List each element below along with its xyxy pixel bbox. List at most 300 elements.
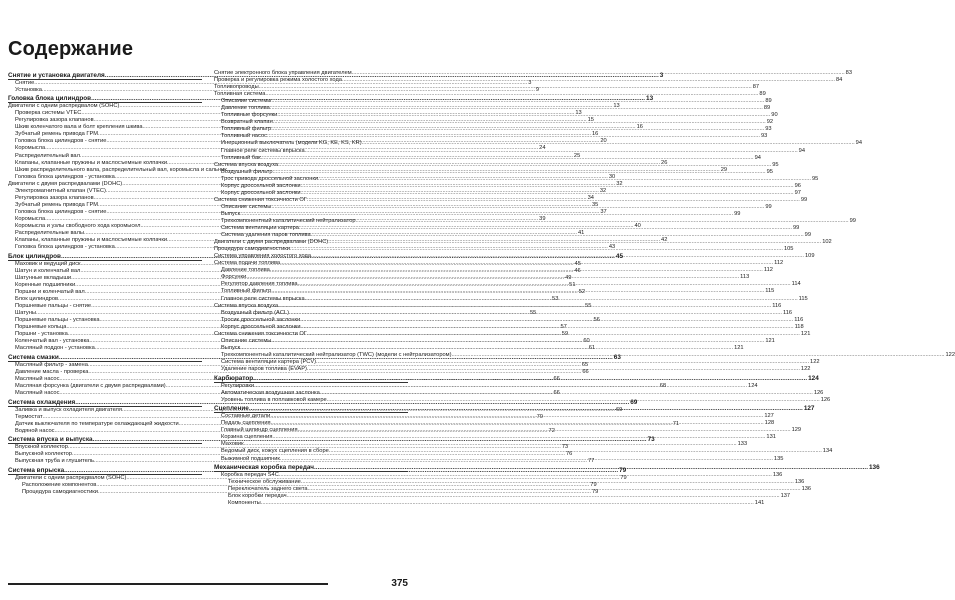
toc-entry-title: Педаль сцепления [221,420,271,427]
toc-leader-dots [327,397,820,404]
toc-leader-dots [316,359,809,366]
toc-page-number: 136 [794,479,805,486]
toc-entry-title: Топливная система [214,91,266,98]
toc-leader-dots [280,456,773,463]
toc-leader-dots [311,253,804,260]
toc-page-number: 32 [599,187,607,194]
toc-entry-title: Двигатели с одним распредвалом (SOHC) [8,103,120,110]
toc-page-number: 122 [800,365,811,372]
toc-page-number: 84 [835,77,843,84]
toc-entry-title: Шатуны [15,310,36,317]
toc-page-number: 95 [766,168,773,175]
toc-leader-dots [307,331,800,338]
toc-page-number: 116 [783,309,793,316]
toc-page-number: 99 [800,196,808,203]
toc-page-number: 93 [765,126,772,133]
toc-entry-title: Впускной коллектор [15,444,68,451]
toc-page-number: 52 [578,288,586,295]
toc-page-number: 124 [748,382,758,389]
toc-entry-title: Система снижения токсичности ОГ [214,196,307,203]
toc-entry-title: Распределительные валы [15,230,84,237]
toc-entry-title: Регулировка зазора клапанов [15,194,94,201]
toc-page-number: 116 [794,316,804,323]
toc-entry-title: Коренные подшипники [15,281,76,288]
toc-leader-dots [451,352,944,359]
toc-page-number: 56 [593,317,600,324]
toc-entry-title: Поршневые пальцы - снятие [15,303,92,309]
toc-entry-title: Блок цилиндров [8,252,61,260]
toc-entry [214,77,843,84]
toc-entry-title: Шатун и коленчатый вал [15,267,81,274]
toc-entry-title: Поршневые пальцы - установка [15,317,100,324]
toc-page-number: 118 [794,323,804,330]
toc-entry-title: Поршни и коленчатый вал [15,288,85,295]
toc-entry-title: Система вентиляции картера (PCV) [221,358,317,365]
toc-entry-title: Датчик выключателя по температуре охлаждающей жидкости [15,420,179,427]
toc-page-number: 115 [798,295,808,302]
toc-page-number: 20 [600,138,607,145]
toc-page-number: 34 [587,194,594,201]
toc-entry-title: Система впуска воздуха [214,161,279,168]
toc-page-number: 99 [734,210,741,217]
toc-page-number: 124 [808,374,819,382]
toc-entry [214,500,765,507]
toc-page-number: 72 [548,427,555,434]
toc-entry-title: Трос привода дроссельной заслонки [221,175,318,182]
toc-leader-dots [301,180,794,190]
toc-page-number: 66 [553,375,560,382]
toc-entry-title: Маховик [221,441,244,448]
toc-page-number: 79 [620,475,627,482]
toc-entry-title: Система подачи топлива [214,260,281,267]
toc-page-number: 53 [552,295,559,302]
toc-entry-title: Уровень топлива в поплавковой камере [221,396,327,403]
toc-entry-title: Топливный насос [221,133,267,140]
toc-page-number: 29 [720,166,728,173]
toc-leader-dots [240,345,733,352]
toc-page-number: 43 [608,244,616,251]
toc-entry-title: Водяной насос [15,427,55,434]
toc-page-number: 13 [646,95,654,103]
toc-entry-title: Корпус дроссельной заслонки [221,182,301,189]
toc-leader-dots [278,159,771,169]
toc-page-number: 16 [592,131,599,138]
toc-page-number: 32 [616,180,623,187]
toc-leader-dots [271,338,764,345]
toc-leader-dots [271,98,764,105]
toc-entry-title: Масляный насос [15,375,60,382]
toc-page-number: 3 [659,71,664,79]
toc-leader-dots [253,375,807,382]
toc-leader-dots [272,434,765,444]
toc-page-number: 121 [800,330,811,337]
toc-page-number: 69 [630,398,638,406]
toc-page-number: 60 [583,338,590,345]
toc-leader-dots [311,232,804,239]
toc-entry-title: Выпуск [221,344,241,351]
toc-page-number: 102 [822,239,832,246]
toc-entry-title: Процедура самодиагностики [214,246,290,253]
toc-entry-title: Двигатели с одним распредвалом (SOHC) [15,475,127,482]
toc-entry-title: Тросик дроссельной заслонки [221,316,301,323]
toc-page-number: 41 [578,230,585,237]
toc-page-number: 122 [945,351,955,358]
toc-page-number: 71 [672,420,680,427]
toc-leader-dots [356,215,849,225]
toc-page-number: 135 [773,455,784,462]
toc-leader-dots [314,464,868,471]
toc-entry-title: Корпус дроссельной заслонки [221,189,301,196]
toc-leader-dots [329,448,822,455]
toc-entry-title: Система смазки [8,353,59,361]
toc-entry-title: Выпуск [221,210,241,217]
toc-entry-title: Снятие [15,79,35,86]
toc-page-number: 121 [765,337,775,344]
toc-entry-title: Составные детали [221,413,271,420]
toc-page-number: 93 [761,133,768,140]
toc-page-number: 59 [561,331,569,338]
toc-entry-title: Проверка системы VTEC [15,110,82,117]
toc-leader-dots [307,366,800,373]
toc-page-number: 45 [615,252,624,260]
toc-entry-title: Инерционный выключатель (модели KG, KE, KS, KR) [221,140,362,147]
toc-entry-title: Масляный насос [15,390,60,397]
toc-page-number: 136 [772,472,783,479]
toc-entry-title: Зубчатый ремень привода ГРМ [15,201,98,208]
toc-leader-dots [298,281,791,288]
toc-page-number: 79 [619,467,627,475]
toc-entry-title: Система удаления паров топлива [221,232,311,239]
toc-page-number: 129 [791,427,802,434]
toc-entry-title: Коленчатый вал - установка [15,338,90,345]
toc-page-number: 55 [585,303,592,309]
toc-leader-dots [271,126,764,133]
toc-entry-title: Коромысла [15,215,46,222]
toc-leader-dots [308,486,801,493]
toc-entry-title: Система управления холостого хода [214,253,311,260]
toc-entry [214,91,766,98]
toc-leader-dots [273,166,766,176]
toc-entry-title: Распределительный вал [15,152,80,159]
toc-leader-dots [261,152,754,162]
toc-page-number: 61 [588,345,596,352]
toc-entry-title: Корпус дроссельной заслонки [221,323,301,330]
toc-page-number: 51 [569,281,576,288]
toc-entry-title: Маховик и ведущий диск [15,260,81,267]
toc-entry-title: Автоматическая воздушная заслонка [221,389,320,396]
toc-entry-title: Форсунки [221,274,247,281]
toc-leader-dots [249,405,803,412]
toc-page-number: 137 [780,493,791,500]
toc-leader-dots [305,296,798,303]
toc-entry-title: Топливный фильтр [221,126,272,133]
toc-page-number: 65 [581,361,589,368]
toc-entry-title: Механическая коробка передач [214,464,315,472]
toc-entry-title: Давление топлива [221,267,270,274]
toc-entry-title: Описание системы [221,98,272,105]
toc-page-number: 99 [792,225,800,232]
toc-page-number: 13 [575,110,582,117]
toc-entry-title: Компоненты [228,500,261,507]
toc-page-number: 70 [536,413,543,420]
toc-leader-dots [240,208,733,218]
toc-page-number: 30 [608,173,616,180]
toc-entry-title: Топливный фильтр [221,288,272,295]
toc-entry-title: Описание системы [221,203,272,210]
toc-leader-dots [342,77,835,84]
toc-entry-title: Головка блока цилиндров - снятие [15,208,107,215]
toc-page-number: 69 [615,406,623,413]
toc-page-number: 109 [805,253,815,260]
toc-entry-title: Главный цилиндр сцепления [221,427,298,434]
toc-leader-dots [301,479,794,486]
toc-entry-title: Удаление паров топлива (EVAP) [221,365,307,372]
toc-leader-dots [270,105,763,112]
toc-entry-title: Поршневые кольца [15,324,67,331]
toc-leader-dots [273,119,766,126]
toc-entry-title: Головка блока цилиндров - установка [15,173,115,180]
toc-entry-title: Блок коробки передач [228,493,287,500]
toc-page-number: 94 [754,154,761,161]
toc-page-number: 116 [772,302,782,309]
toc-page-number: 24 [539,145,546,152]
toc-leader-dots [318,173,811,183]
toc-page-number: 79 [591,489,599,496]
toc-page-number: 55 [530,310,537,317]
toc-page-number: 95 [772,161,779,168]
toc-leader-dots [320,390,813,397]
toc-entry-title: Коробка передач S4C [221,472,279,479]
toc-page-number: 105 [783,246,794,253]
toc-leader-dots [265,91,758,98]
toc-entry-title: Головка блока цилиндров - снятие [15,138,107,145]
toc-leader-dots [280,260,773,267]
toc-page-number: 76 [565,451,573,458]
toc-page-number: 45 [574,260,581,267]
toc-page-number: 3 [528,79,532,86]
toc-entry-title: Выжимной подшипник [221,455,280,462]
toc-entry-title: Проверка и регулировка режима холостого хода [214,77,342,84]
toc-entry-title: Зубчатый ремень привода ГРМ [15,131,98,138]
toc-entry-title: Ведомый диск, кожух сцепления в сборе [221,448,329,455]
toc-entry-title: Процедура самодиагностики [22,489,98,496]
toc-page-number: 46 [574,267,581,274]
toc-leader-dots [259,84,752,91]
toc-entry-title: Двигатели с двумя распредвалами (DOHC) [8,180,123,187]
toc-entry-title: Топливные форсунки [221,112,278,119]
toc-entry-title: Шатунные вкладыши [15,274,72,281]
toc-entry-title: Система впуска воздуха [214,302,279,309]
toc-page-number: 68 [659,383,667,390]
toc-page-number: 25 [573,152,581,159]
toc-leader-dots [328,239,821,246]
toc-page-number: 94 [855,140,862,147]
toc-page-number: 97 [794,189,801,196]
toc-leader-dots [298,427,791,434]
toc-page-number: 83 [845,70,852,76]
toc-leader-dots [301,324,794,331]
toc-page-number: 49 [565,274,572,281]
toc-page-number: 73 [647,436,655,444]
toc-page-number: 115 [765,288,775,295]
toc-entry-title: Выпускной коллектор [15,451,72,458]
toc-entry-title: Сцепление [214,405,249,413]
toc-leader-dots [279,472,772,479]
toc-leader-dots [277,112,770,119]
toc-page-number: 42 [661,237,668,244]
toc-page-number: 126 [820,396,831,403]
toc-entry-title: Снятие электронного блока управления двигателем [214,70,352,76]
toc-page-number: 114 [791,281,801,288]
toc-leader-dots [290,246,783,253]
toc-page-number: 13 [613,103,620,110]
toc-page-number: 141 [754,500,765,507]
toc-entry-title: Головка блока цилиндров [8,95,92,103]
toc-page-number: 15 [587,117,594,124]
toc-page-number: 113 [740,274,750,281]
toc-page-number: 122 [810,358,820,365]
toc-entry-title: Воздушный фильтр (ACL) [221,309,289,316]
toc-page-number: 73 [561,444,569,451]
toc-page-number: 133 [737,441,748,448]
toc-page-number: 96 [794,182,801,189]
toc-entry-title: Система впрыска [8,467,65,475]
toc-entry-title: Давление масла - проверка [15,368,89,375]
toc-page-number: 16 [636,124,643,131]
toc-entry [214,70,852,77]
toc-page-number: 131 [766,434,776,441]
toc-entry-title: Термостат [15,413,43,420]
toc-page-number: 134 [822,448,833,455]
toc-page-number: 9 [535,86,540,93]
toc-page-number: 99 [804,232,811,239]
toc-page-number: 35 [592,201,599,208]
toc-entry-title: Расположение компонентов [22,482,97,489]
toc-entry-title: Топливопроводы [214,84,259,91]
toc-entry-title: Шкив коленчатого вала и болт крепления шкива [15,124,143,131]
toc-page-number: 40 [634,222,641,229]
toc-page-number: 127 [764,413,774,420]
toc-entry-title: Система снижения токсичности ОГ [214,330,307,337]
toc-entry-title: Главное реле системы впрыска [221,295,305,302]
toc-leader-dots [287,493,780,500]
toc-entry-title: Корзина сцепления [221,434,273,441]
toc-page-number: 79 [590,482,597,489]
toc-entry-title: Давление топлива [221,105,270,112]
toc-entry-title: Трехкомпонентный каталитический нейтрализатор [221,217,356,224]
toc-page-number: 136 [868,464,880,472]
toc-leader-dots [362,140,855,147]
toc-entry-title: Электромагнитный клапан (VTEC) [15,187,106,194]
toc-leader-dots [254,383,747,390]
page-number: 375 [391,578,408,589]
toc-page-number: 66 [553,390,560,397]
toc-entry-title: Техническое обслуживание [228,479,301,486]
toc-entry-title: Снятие и установка двигателя [8,71,105,79]
toc-page-number: 94 [798,147,805,154]
toc-leader-dots [301,187,794,197]
toc-entry-title: Коромысла [15,145,46,152]
toc-entry-title: Шкив распределительного вала, распределительный вал, коромысла и сальник [15,166,227,173]
toc-page-number: 39 [539,215,546,222]
toc-entry-title: Система впуска и выпуска [8,436,93,444]
toc-entry-title: Клапаны, клапанные пружины и маслосъемные колпачки [15,159,168,166]
toc-page-number: 89 [763,105,771,112]
toc-entry-title: Двигатели с двумя распредвалами (DOHC) [214,239,329,246]
toc-leader-dots [271,288,764,295]
page-title: Содержание [8,38,134,60]
toc-entry [214,84,760,91]
toc-entry-title: Установка [15,86,42,93]
toc-page-number: 57 [560,324,567,331]
toc-entry-title: Описание системы [221,337,272,344]
toc-leader-dots [305,148,798,155]
toc-leader-dots [352,70,845,77]
toc-page-number: 92 [766,119,774,126]
toc-entry-title: Выпускная труба и глушитель [15,458,94,465]
toc-page-number: 136 [801,486,812,493]
toc-page-number: 112 [774,260,784,267]
toc-leader-dots [270,413,763,420]
footer-rule [8,583,328,585]
toc-entry-title: Система охлаждения [8,398,76,406]
toc-leader-dots [278,303,771,310]
toc-page-number: 89 [765,98,772,105]
toc-page-number: 26 [661,159,668,166]
toc-entry-title: Головка блока цилиндров - установка [15,244,115,251]
toc-entry-title: Система вентиляции картера [221,225,299,232]
toc-entry-title: Топливный бак [221,154,261,161]
toc-page-number: 112 [763,267,773,274]
toc-page-number: 63 [613,353,621,361]
toc-entry-title: Коромысла и узлы свободного хода коромысел [15,222,141,229]
toc-leader-dots [289,310,782,317]
toc-entry-title: Регулировки [221,382,255,389]
toc-entry-title: Масляная форсунка (двигатели с двумя распредвалами) [15,383,166,390]
toc-leader-dots [271,420,764,427]
toc-page-number: 128 [764,420,775,427]
toc-leader-dots [307,194,800,204]
toc-leader-dots [270,267,763,274]
toc-page-number: 95 [812,175,819,182]
toc-page-number: 66 [582,368,589,375]
toc-entry-title: Регулятор давления топлива [221,281,298,288]
toc-entry-title: Возвратный клапан [221,119,273,126]
toc-leader-dots [300,317,793,324]
toc-entry-title: Главное реле системы впрыска [221,147,305,154]
toc-entry-title: Поршни - установка [15,331,68,338]
toc-page-number: 77 [587,458,595,465]
toc-page-number: 90 [771,112,778,119]
toc-leader-dots [271,201,764,211]
toc-entry-title: Трехкомпонентный каталитический нейтрализатор (TWC) (модели с нейтрализатором) [221,351,452,358]
toc-entry-title: Блок цилиндров [15,295,59,302]
toc-entry-title: Масляный поддон - установка [15,345,95,352]
toc-entry-title: Воздушный фильтр [221,168,273,175]
toc-entry-title: Переключатель заднего света [228,486,308,493]
toc-page-number: 99 [849,217,856,224]
toc-entry-title: Клапаны, клапанные пружины и маслосъемные колпачки [15,237,168,244]
toc-leader-dots [261,500,754,507]
toc-page-number: 89 [759,91,766,98]
toc-entry-title: Карбюратор [214,374,254,382]
toc-page-number: 127 [803,405,815,413]
toc-entry-title: Регулировка зазора клапанов [15,117,94,124]
toc-leader-dots [299,222,792,232]
toc-leader-dots [246,274,739,281]
toc-entry-title: Заливка и выпуск охладителя двигателя [15,406,122,413]
toc-page-number: 121 [734,344,744,351]
